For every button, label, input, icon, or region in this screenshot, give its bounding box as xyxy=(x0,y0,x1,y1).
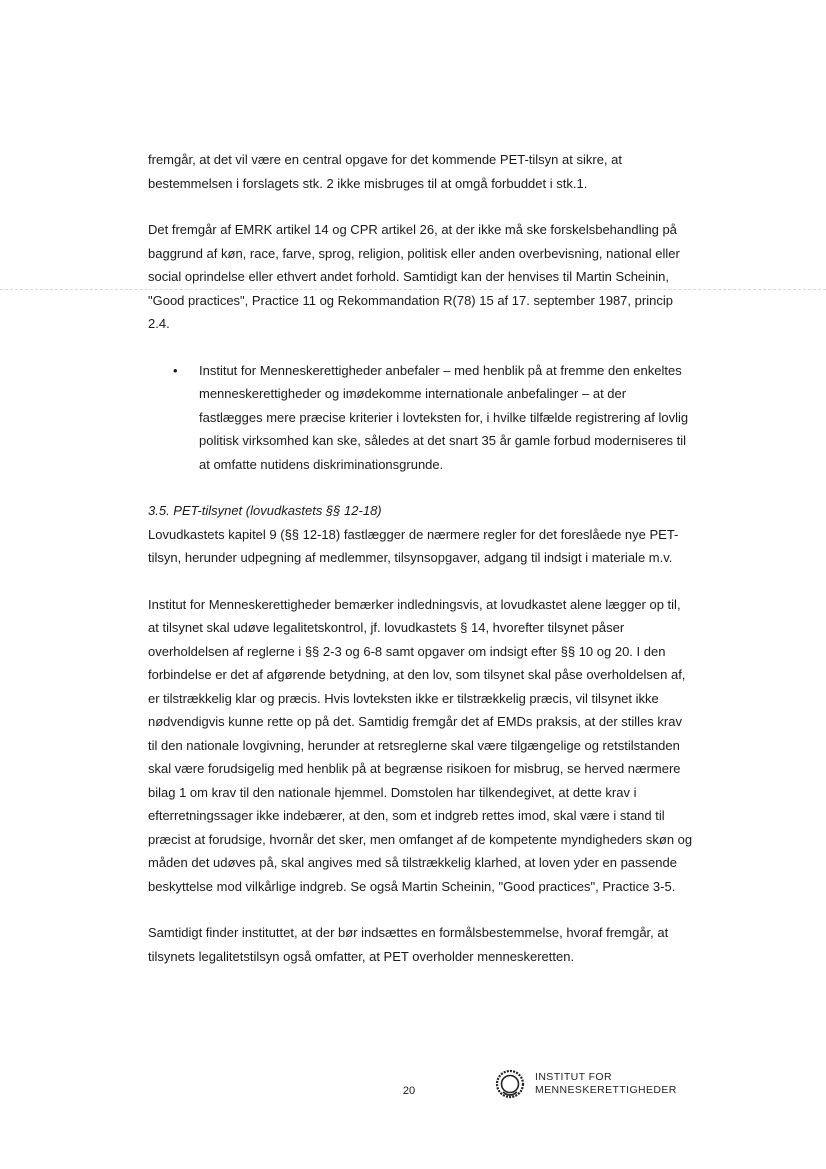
section-heading: 3.5. PET-tilsynet (lovudkastets §§ 12-18) xyxy=(148,503,382,518)
paragraph-2: Det fremgår af EMRK artikel 14 og CPR artikel 26, at der ikke må ske forskelsbehandling på baggrund af køn, race, farve, sprog, religion, politisk eller anden overbevisning, national eller social oprindelse eller ethvert andet forhold. Samtidigt kan der henvises til Martin Scheinin, "Good practices", Practice 11 og Rekommandation R(78) 15 af 17. september 1987, princip 2.4. xyxy=(148,222,680,331)
institute-logo xyxy=(494,1067,677,1101)
paragraph-5: Samtidigt finder instituttet, at der bør indsættes en formålsbestemmelse, hvoraf fremgår, at tilsynets legalitetstilsyn også omfatter, at PET overholder menneskeretten. xyxy=(148,925,669,964)
recommendation-text: Institut for Menneskerettigheder anbefaler – med henblik på at fremme den enkeltes menneskerettigheder og imødekomme internationale anbefalinger – at der fastlægges mere præcise kriterier i lovteksten for, i hvilke tilfælde registrering af lovlig politisk virksomhed kan ske, således at det snart 35 år gamle forbud moderniseres til at omfatte nutidens diskriminationsgrunde. xyxy=(199,362,689,472)
bullet-icon: • xyxy=(173,362,178,378)
recommendation-bullet xyxy=(148,359,693,477)
document-body xyxy=(148,148,693,968)
page-number: 20 xyxy=(402,1085,416,1097)
logo-line-1: INSTITUT FOR xyxy=(535,1071,612,1083)
paragraph-1: fremgår, at det vil være en central opgave for det kommende PET-tilsyn at sikre, at bestemmelsen i forslagets stk. 2 ikke misbruges til at omgå forbuddet i stk.1. xyxy=(148,152,622,191)
paragraph-4: Institut for Menneskerettigheder bemærker indledningsvis, at lovudkastet alene lægger op til, at tilsynet skal udøve legalitetskontrol, jf. lovudkastets § 14, hvorefter tilsynet påser overholdelsen af reglerne i §§ 2-3 og 6-8 samt opgaver om indsigt efter §§ 10 og 20. I den forbindelse er det af afgørende betydning, at den lov, som tilsynet skal påse overholdelsen af, er tilstrækkelig klar og præcis. Hvis lovteksten ikke er tilstrækkelig præcis, vil tilsynet ikke nødvendigvis kunne rette op på det. Samtidig fremgår det af EMDs praksis, at der stilles krav til den nationale lovgivning, herunder at retsreglerne skal være tilgængelige og retstilstanden skal være forudsigelig med henblik på at begrænse risikoen for misbrug, se herved nærmere bilag 1 om krav til den nationale hjemmel. Domstolen har tilkendegivet, at dette krav i efterretningssager ikke indebærer, at den, som et indgreb rettes imod, skal være i stand til præcist at forudsige, hvornår det sker, men omfanget af de kompetente myndigheders skøn og måden det udøves på, skal angives med så tilstrækkelig klarhed, at loven yder en passende beskyttelse mod vilkårlige indgreb. Se også Martin Scheinin, "Good practices", Practice 3-5. xyxy=(148,596,693,894)
logo-line-2: MENNESKERETTIGHEDER xyxy=(535,1084,677,1096)
wreath-logo-icon xyxy=(494,1068,526,1100)
paragraph-3: Lovudkastets kapitel 9 (§§ 12-18) fastlægger de nærmere regler for det foreslåede nye PET-tilsyn, herunder udpegning af medlemmer, tilsynsopgaver, adgang til indsigt i materiale m.v. xyxy=(148,526,679,565)
